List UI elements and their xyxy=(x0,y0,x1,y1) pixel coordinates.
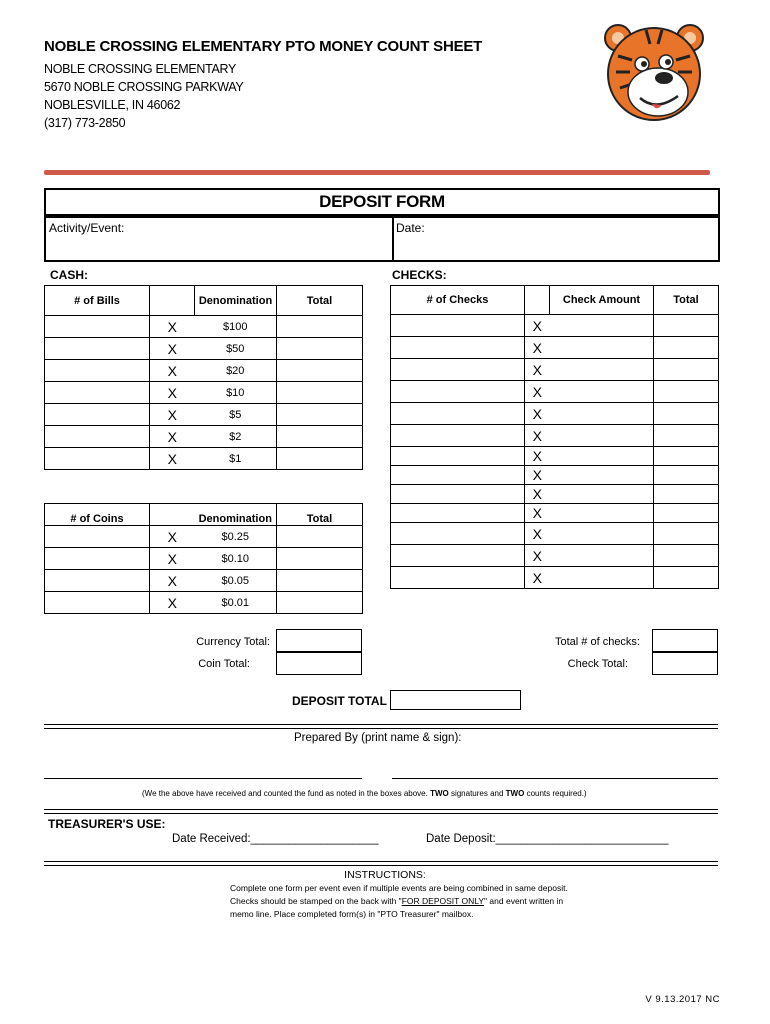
coins-count-cell[interactable] xyxy=(45,570,150,592)
checks-x-mark: X xyxy=(525,425,550,447)
checks-row xyxy=(391,315,719,337)
checks-count-cell[interactable] xyxy=(391,485,525,504)
coin-total-field[interactable] xyxy=(276,652,362,675)
version-label: V 9.13.2017 NC xyxy=(645,994,720,1005)
coins-table xyxy=(44,503,363,614)
instructions-title: INSTRUCTIONS: xyxy=(344,869,426,881)
deposit-form-title: DEPOSIT FORM xyxy=(319,192,445,211)
bills-count-cell[interactable] xyxy=(45,426,150,448)
checks-row xyxy=(391,337,719,359)
bills-total-cell[interactable] xyxy=(277,316,363,338)
bills-table xyxy=(44,285,363,470)
coins-row xyxy=(45,570,363,592)
checks-total-cell[interactable] xyxy=(654,337,719,359)
checks-count-cell[interactable] xyxy=(391,466,525,485)
signature-note-two-2: TWO xyxy=(505,789,525,798)
signature-note-part-1: (We the above have received and counted the fund as noted in the boxes above. xyxy=(142,789,431,798)
checks-total-cell[interactable] xyxy=(654,425,719,447)
checks-amount-cell[interactable] xyxy=(550,425,654,447)
total-checks-label: Total # of checks: xyxy=(555,636,640,648)
bills-denomination: $1 xyxy=(195,448,277,470)
bills-x-mark: X xyxy=(150,316,195,338)
coin-total-label: Coin Total: xyxy=(198,658,250,670)
checks-total-cell[interactable] xyxy=(654,523,719,545)
activity-date-divider xyxy=(392,218,394,260)
checks-count-cell[interactable] xyxy=(391,567,525,589)
signature-note-part-3: counts required.) xyxy=(524,789,587,798)
checks-count-cell[interactable] xyxy=(391,381,525,403)
bills-row xyxy=(45,448,363,470)
coins-x-mark: X xyxy=(150,570,195,592)
checks-count-cell[interactable] xyxy=(391,523,525,545)
date-field[interactable] xyxy=(430,221,716,257)
checks-row xyxy=(391,485,719,504)
header-divider xyxy=(44,170,710,175)
checks-total-cell[interactable] xyxy=(654,381,719,403)
instructions-line-2-post: " and event written in xyxy=(484,896,564,906)
signature-note-part-2: signatures and xyxy=(448,789,506,798)
checks-count-cell[interactable] xyxy=(391,315,525,337)
bills-header-blank xyxy=(150,286,195,316)
checks-x-mark: X xyxy=(525,466,550,485)
bills-x-mark: X xyxy=(150,404,195,426)
coins-total-cell[interactable] xyxy=(277,570,363,592)
deposit-total-field[interactable] xyxy=(390,690,521,710)
checks-total-cell[interactable] xyxy=(654,447,719,466)
checks-amount-cell[interactable] xyxy=(550,545,654,567)
coins-denomination: $0.10 xyxy=(195,548,277,570)
checks-count-cell[interactable] xyxy=(391,337,525,359)
date-deposit-field[interactable]: Date Deposit:___________________________ xyxy=(426,833,669,845)
checks-count-cell[interactable] xyxy=(391,504,525,523)
coins-header-total: Total xyxy=(277,504,363,526)
coins-denomination: $0.01 xyxy=(195,592,277,614)
tiger-mascot-icon xyxy=(598,16,710,128)
bills-count-cell[interactable] xyxy=(45,338,150,360)
bills-x-mark: X xyxy=(150,360,195,382)
bills-row xyxy=(45,360,363,382)
instructions-line-2-pre: Checks should be stamped on the back with " xyxy=(230,896,402,906)
checks-count-cell[interactable] xyxy=(391,359,525,381)
checks-x-mark: X xyxy=(525,504,550,523)
bills-denomination: $2 xyxy=(195,426,277,448)
coins-header-blank xyxy=(150,504,195,526)
page-title: NOBLE CROSSING ELEMENTARY PTO MONEY COUNT SHEET xyxy=(44,38,483,55)
checks-row xyxy=(391,545,719,567)
checks-total-cell[interactable] xyxy=(654,545,719,567)
bills-total-cell[interactable] xyxy=(277,448,363,470)
bills-row xyxy=(45,382,363,404)
checks-count-cell[interactable] xyxy=(391,403,525,425)
checks-amount-cell[interactable] xyxy=(550,315,654,337)
bills-x-mark: X xyxy=(150,382,195,404)
bills-denomination: $100 xyxy=(195,316,277,338)
bills-total-cell[interactable] xyxy=(277,404,363,426)
bills-denomination: $20 xyxy=(195,360,277,382)
instructions-line-1: Complete one form per event even if multiple events are being combined in same deposit. xyxy=(230,883,568,893)
coins-header-count: # of Coins xyxy=(45,504,150,526)
bills-total-cell[interactable] xyxy=(277,426,363,448)
checks-x-mark: X xyxy=(525,359,550,381)
checks-amount-cell[interactable] xyxy=(550,447,654,466)
instructions-text xyxy=(230,882,570,921)
deposit-form-title-box xyxy=(44,188,720,216)
checks-row xyxy=(391,359,719,381)
coins-total-cell[interactable] xyxy=(277,526,363,548)
checks-x-mark: X xyxy=(525,381,550,403)
checks-count-cell[interactable] xyxy=(391,545,525,567)
prepared-by-label: Prepared By (print name & sign): xyxy=(294,732,462,744)
bills-x-mark: X xyxy=(150,448,195,470)
signature-note xyxy=(142,789,587,798)
section-divider-1 xyxy=(44,724,718,729)
instructions-line-2-underlined: FOR DEPOSIT ONLY xyxy=(401,896,485,906)
checks-header-amount: Check Amount xyxy=(550,286,654,315)
checks-count-cell[interactable] xyxy=(391,425,525,447)
school-phone: (317) 773-2850 xyxy=(44,116,126,130)
bills-row xyxy=(45,426,363,448)
checks-row xyxy=(391,381,719,403)
signature-line-1[interactable] xyxy=(44,778,362,779)
section-divider-3 xyxy=(44,861,718,866)
coins-denomination: $0.05 xyxy=(195,570,277,592)
school-city: NOBLESVILLE, IN 46062 xyxy=(44,98,181,112)
date-label: Date: xyxy=(396,221,425,235)
coins-row xyxy=(45,526,363,548)
checks-amount-cell[interactable] xyxy=(550,523,654,545)
bills-denomination: $10 xyxy=(195,382,277,404)
total-checks-field[interactable] xyxy=(652,629,718,652)
checks-total-cell[interactable] xyxy=(654,359,719,381)
date-received-field[interactable]: Date Received:____________________ xyxy=(172,833,379,845)
checks-header-total: Total xyxy=(654,286,719,315)
checks-amount-cell[interactable] xyxy=(550,359,654,381)
bills-count-cell[interactable] xyxy=(45,448,150,470)
coins-x-mark: X xyxy=(150,592,195,614)
currency-total-label: Currency Total: xyxy=(196,636,270,648)
checks-x-mark: X xyxy=(525,545,550,567)
bills-count-cell[interactable] xyxy=(45,382,150,404)
bills-total-cell[interactable] xyxy=(277,338,363,360)
bills-row xyxy=(45,316,363,338)
coins-row xyxy=(45,548,363,570)
bills-total-cell[interactable] xyxy=(277,382,363,404)
bills-header-denomination: Denomination xyxy=(195,286,277,316)
checks-x-mark: X xyxy=(525,447,550,466)
checks-amount-cell[interactable] xyxy=(550,381,654,403)
checks-row xyxy=(391,447,719,466)
checks-row xyxy=(391,523,719,545)
coins-header-denomination: Denomination xyxy=(195,504,277,526)
checks-table xyxy=(390,285,719,589)
signature-line-2[interactable] xyxy=(392,778,718,779)
checks-row xyxy=(391,504,719,523)
cash-label: CASH: xyxy=(50,268,88,282)
treasurer-label: TREASURER'S USE: xyxy=(48,817,166,831)
checks-label: CHECKS: xyxy=(392,268,447,282)
currency-total-field[interactable] xyxy=(276,629,362,652)
checks-x-mark: X xyxy=(525,523,550,545)
bills-count-cell[interactable] xyxy=(45,404,150,426)
checks-x-mark: X xyxy=(525,567,550,589)
check-total-field[interactable] xyxy=(652,652,718,675)
bills-header-total: Total xyxy=(277,286,363,316)
checks-amount-cell[interactable] xyxy=(550,403,654,425)
bills-row xyxy=(45,338,363,360)
coins-row xyxy=(45,592,363,614)
checks-row xyxy=(391,567,719,589)
checks-amount-cell[interactable] xyxy=(550,337,654,359)
checks-row xyxy=(391,403,719,425)
checks-count-cell[interactable] xyxy=(391,447,525,466)
checks-x-mark: X xyxy=(525,337,550,359)
checks-amount-cell[interactable] xyxy=(550,485,654,504)
bills-count-cell[interactable] xyxy=(45,360,150,382)
deposit-total-label: DEPOSIT TOTAL xyxy=(292,694,387,708)
checks-total-cell[interactable] xyxy=(654,466,719,485)
coins-x-mark: X xyxy=(150,526,195,548)
coins-x-mark: X xyxy=(150,548,195,570)
school-street: 5670 NOBLE CROSSING PARKWAY xyxy=(44,80,244,94)
checks-x-mark: X xyxy=(525,485,550,504)
checks-total-cell[interactable] xyxy=(654,504,719,523)
section-divider-2 xyxy=(44,809,718,814)
bills-row xyxy=(45,404,363,426)
checks-amount-cell[interactable] xyxy=(550,567,654,589)
bills-denomination: $5 xyxy=(195,404,277,426)
checks-amount-cell[interactable] xyxy=(550,466,654,485)
activity-event-field[interactable] xyxy=(48,221,388,257)
check-total-label: Check Total: xyxy=(567,658,628,670)
checks-total-cell[interactable] xyxy=(654,485,719,504)
coins-total-cell[interactable] xyxy=(277,548,363,570)
coins-total-cell[interactable] xyxy=(277,592,363,614)
bills-total-cell[interactable] xyxy=(277,360,363,382)
school-name: NOBLE CROSSING ELEMENTARY xyxy=(44,62,237,76)
checks-total-cell[interactable] xyxy=(654,567,719,589)
signature-note-two-1: TWO xyxy=(430,789,449,798)
checks-amount-cell[interactable] xyxy=(550,504,654,523)
activity-date-box xyxy=(44,216,720,262)
checks-row xyxy=(391,425,719,447)
instructions-line-3: memo line. Place completed form(s) in "PTO Treasurer" mailbox. xyxy=(230,909,474,919)
coins-count-cell[interactable] xyxy=(45,548,150,570)
coins-count-cell[interactable] xyxy=(45,592,150,614)
checks-x-mark: X xyxy=(525,403,550,425)
checks-header-blank xyxy=(525,286,550,315)
bills-x-mark: X xyxy=(150,426,195,448)
bills-header-count: # of Bills xyxy=(45,286,150,316)
checks-header-count: # of Checks xyxy=(391,286,525,315)
bills-denomination: $50 xyxy=(195,338,277,360)
checks-row xyxy=(391,466,719,485)
bills-x-mark: X xyxy=(150,338,195,360)
checks-total-cell[interactable] xyxy=(654,403,719,425)
coins-count-cell[interactable] xyxy=(45,526,150,548)
activity-label: Activity/Event: xyxy=(49,221,125,235)
bills-count-cell[interactable] xyxy=(45,316,150,338)
instructions-line-2 xyxy=(230,895,570,908)
coins-denomination: $0.25 xyxy=(195,526,277,548)
checks-x-mark: X xyxy=(525,315,550,337)
checks-total-cell[interactable] xyxy=(654,315,719,337)
